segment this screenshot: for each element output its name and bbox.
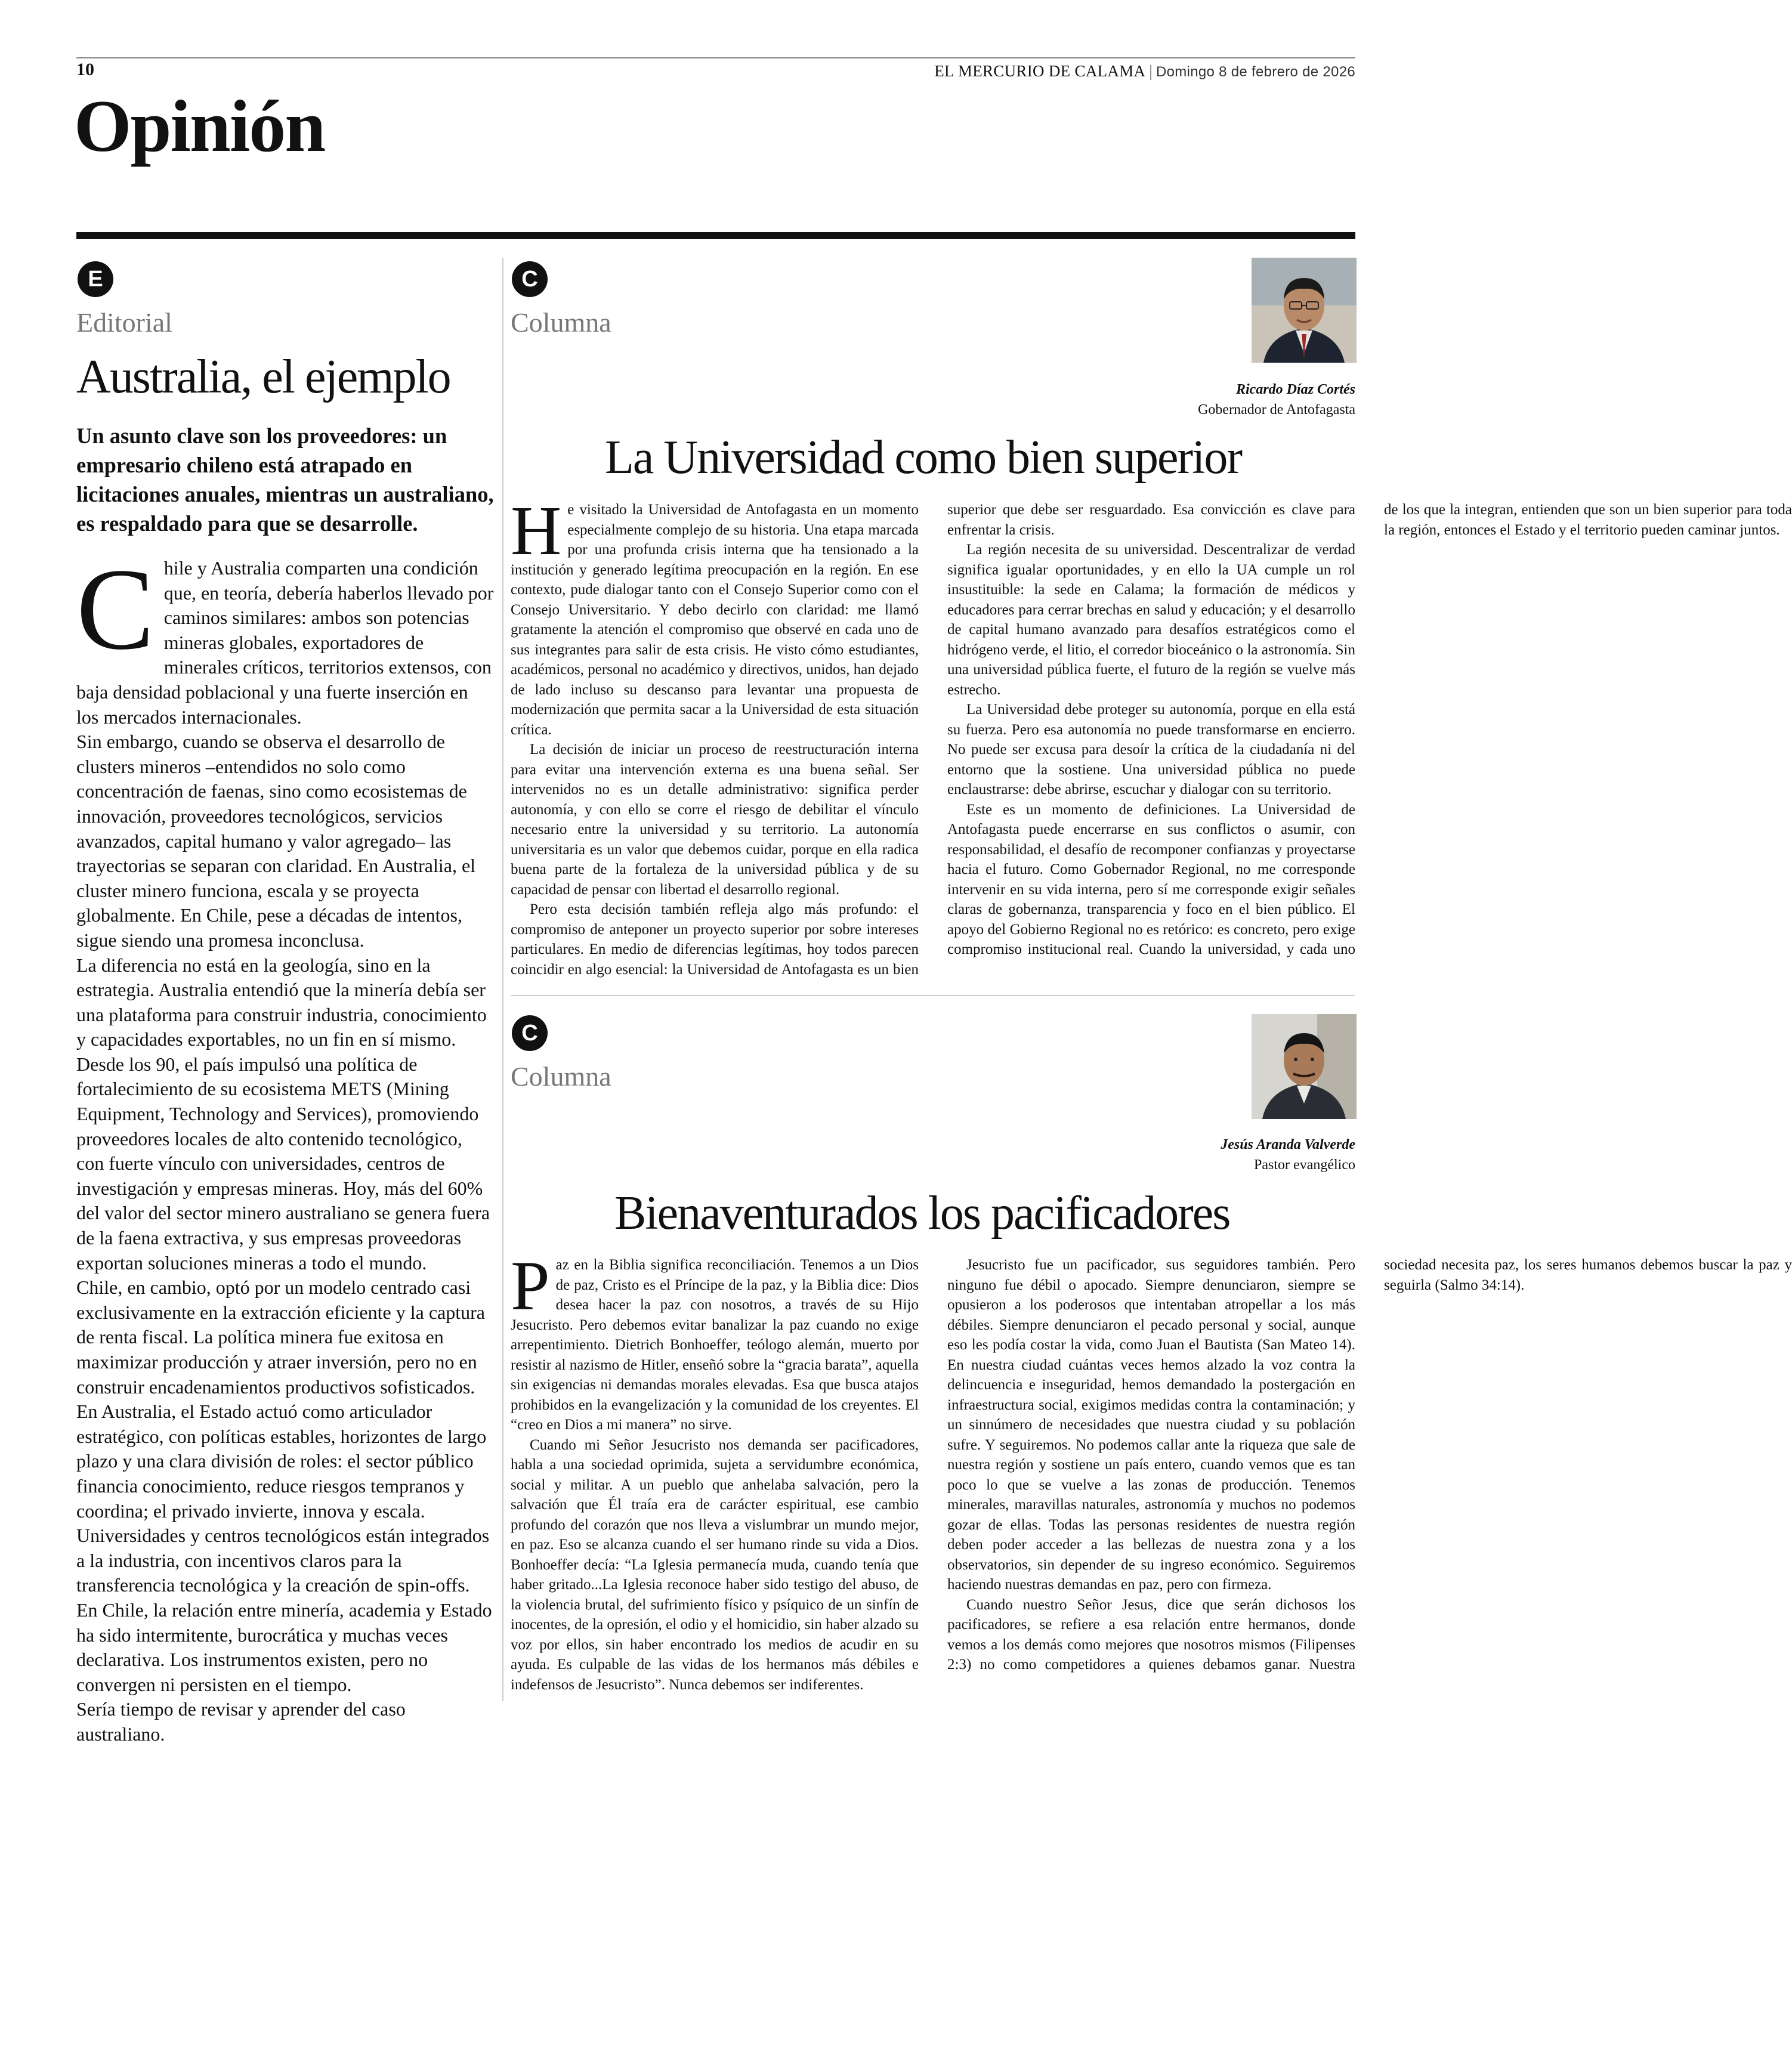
page-number: 10 — [76, 60, 94, 79]
editorial-paragraph: Chile, en cambio, optó por un modelo centrado casi exclusivamente en la extracción eficiente y la captura de renta fiscal. La política minera fue exitosa en maximizar producción y atraer inversión, pero no en construir encadenamientos productivos sofisticados. — [76, 1277, 485, 1398]
editorial-headline: Australia, el ejemplo — [76, 351, 450, 403]
column2-paragraph: Cuando nuestro Señor Jesus, dice que serán dichosos los pacificadores, se refiere a esa relación entre hermanos, donde vemos a los demás como mejores que nosotros mismos (Filipenses 2:3) no como competidores a quienes debamos ganar. Nuestra sociedad necesita paz, los seres humanos debemos buscar la paz y seguirla (Salmo 34:14). — [947, 1257, 1792, 1673]
column2-dropcap: P — [511, 1247, 550, 1325]
issue-date: Domingo 8 de febrero de 2026 — [1156, 64, 1355, 80]
column2-author-name: Jesús Aranda Valverde — [1221, 1137, 1355, 1152]
column2-badge: C — [512, 1015, 548, 1051]
column1-dropcap: H — [511, 492, 562, 570]
column2-kicker: Columna — [511, 1061, 611, 1092]
column2-author-photo — [1252, 1014, 1357, 1119]
column1-paragraph: Este es un momento de definiciones. La Universidad de Antofagasta puede encerrarse en sus conflictos o asumir, con responsabilidad, el desafío de recomponer confianzas y proyectarse hacia el futuro. Como Gobernador Regional, no me corresponde intervenir en su vida interna, pero sí me corresponde exigir señales claras de gobernanza, transparencia y foco en el bien público. El apoyo del Gobierno Regional no es retórico: es concreto, pero exige compromiso institucional real. Cuando la universidad, y cada uno de los que la integran, entienden que son un bien superior para toda la región, entonces el Estado y el territorio pueden caminar juntos. — [947, 502, 1792, 957]
newspaper-name: EL MERCURIO DE CALAMA — [934, 62, 1146, 80]
column1-paragraph: He visitado la Universidad de Antofagasta en un momento especialmente complejo de su historia. Una etapa marcada por una profunda crisis interna que ha tensionado a la institución y generado legítima preocupación en la región. En ese contexto, pude dialogar tanto con el Consejo Superior como con el Consejo Universitario. Y debo decirlo con claridad: me llamó gratamente la atención el compromiso que observé en cada uno de sus integrantes para salir de esta crisis. He visto cómo estudiantes, académicos, personal no académico y directivos, unidos, han dejado de lado incluso su descanso para levantar una propuesta de modernización que permita sacar a la Universidad de esta situación crítica. — [511, 492, 919, 738]
column1-paragraph: La Universidad debe proteger su autonomía, porque en ella está su fuerza. Pero esa autonomía no puede transformarse en encierro. No puede ser excusa para desoír la crítica de la ciudadanía ni del entorno que la sostiene. Una universidad pública no puede enclaustrarse: debe abrirse, escuchar y dialogar con su territorio. — [947, 701, 1355, 798]
editorial-kicker: Editorial — [76, 307, 172, 338]
column1-author-photo — [1252, 258, 1357, 363]
editorial-paragraph: Chile y Australia comparten una condición que, en teoría, debería haberlos llevado por caminos similares: ambos son potencias mineras globales, exportadores de minerales críticos, territorios extensos, con baja densidad poblacional y una fuerte inserción en los mercados internacionales. — [76, 545, 494, 728]
editorial-paragraph: La diferencia no está en la geología, sino en la estrategia. Australia entendió que la minería debía ser una plataforma para construir industria, conocimiento y capacidades exportables, no un fin en sí mismo. Desde los 90, el país impulsó una política de fortalecimiento de su ecosistema METS (Mining Equipment, Technology and Services), promoviendo proveedores locales de alto contenido tecnológico, con fuerte vínculo con universidades, centros de investigación y empresas mineras. Hoy, más del 60% del valor del sector minero australiano se genera fuera de la faena extractiva, y sus empresas proveedoras exportan soluciones mineras a todo el mundo. — [76, 954, 490, 1274]
editorial-badge: E — [78, 261, 113, 297]
portrait-icon — [1252, 1014, 1357, 1119]
column1-headline: La Universidad como bien superior — [605, 431, 1242, 484]
column1-author-role: Gobernador de Antofagasta — [1198, 402, 1355, 418]
masthead — [934, 62, 1355, 81]
editorial-body — [76, 545, 494, 1747]
column2-headline: Bienaventurados los pacificadores — [614, 1187, 1230, 1240]
editorial-deck: Un asunto clave son los proveedores: un empresario chileno está atrapado en licitaciones anuales, mientras un australiano, es respaldado para que se desarrolle. — [76, 424, 494, 536]
column1-paragraph: Pero esta decisión también refleja algo más profundo: el compromiso de anteponer un proyecto superior por sobre intereses particulares. En medio de diferencias legítimas, hoy todos parecen coincidir en algo esencial: la Universidad de Antofagasta es un bien superior que debe ser resguardado. Esa convicción es clave para enfrentar la crisis. — [511, 502, 1355, 978]
column1-kicker: Columna — [511, 307, 611, 338]
column2-author-role: Pastor evangélico — [1254, 1157, 1355, 1173]
portrait-icon — [1252, 258, 1357, 363]
column2-body — [511, 1247, 1792, 1696]
column1-body — [511, 492, 1792, 982]
column2-paragraph: Jesucristo fue un pacificador, sus seguidores también. Pero ninguno fue débil o apocado. Siempre denunciaron, siempre se opusieron a los poderosos que intentaban atropellar a los más débiles. Siempre denunciaron el pecado personal y social, aunque eso les podía costar la vida, como Juan el Bautista (San Mateo 14). En nuestra ciudad cuántas veces hemos alzado la voz contra la delincuencia e inseguridad, hemos demandado la postergación en infraestructura social, exigimos medidas contra la contaminación; y un sinnúmero de necesidades que nuestra ciudad y su población sufre. Y seguiremos. No podemos callar ante la riqueza que sale de nuestra región y sostiene un país entero, cuando vemos que es tan poco lo que se vuelve a las zonas de producción. Tenemos minerales, maravillas naturales, astronomía y muchos no podemos gozar de ellas. Todas las personas residentes de nuestra región deben poder acceder a las bellezas de nuestra zona y a los observatorios, sin depender de su ingreso económico. Seguiremos haciendo nuestras demandas en paz, pero con firmeza. — [947, 1257, 1355, 1593]
masthead-separator: | — [1149, 62, 1153, 80]
column-divider-horizontal — [511, 995, 1355, 996]
editorial-paragraph: Sin embargo, cuando se observa el desarrollo de clusters mineros –entendidos no solo como concentración de faenas, sino como ecosistemas de innovación, proveedores tecnológicos, servicios avanzados, capital humano y valor agregado– las trayectorias se separan con claridad. En Australia, el cluster minero funciona, escala y se proyecta globalmente. En Chile, pese a décadas de intentos, sigue siendo una promesa inconclusa. — [76, 731, 476, 951]
editorial-paragraph: Sería tiempo de revisar y aprender del caso australiano. — [76, 1698, 406, 1745]
column1-paragraph: La región necesita de su universidad. Descentralizar de verdad significa igualar oportunidades, y en ello la UA cumple un rol insustituible: la sede en Calama; la formación de médicos y educadores para cerrar brechas en salud y educación; y el desarrollo de capital humano avanzado para desafíos estratégicos como el hidrógeno verde, el litio, el corredor bioceánico o la astronomía. Sin una universidad pública fuerte, el futuro de la región se vuelve más estrecho. — [947, 542, 1355, 698]
section-title: Opinión — [74, 85, 325, 167]
section-rule — [76, 232, 1355, 239]
top-rule — [76, 57, 1355, 58]
column-divider-left — [502, 258, 503, 1701]
column2-paragraph: Paz en la Biblia significa reconciliación. Tenemos a un Dios de paz, Cristo es el Príncipe de la paz, y la Biblia dice: Dios desea hacer la paz con nosotros, a través de su Hijo Jesucristo. Pero debemos evitar banalizar la paz cuando no exige arrepentimiento. Dietrich Bonhoeffer, teólogo alemán, muerto por resistir al nazismo de Hitler, enseñó sobre la “gracia barata”, aquella sin exigencias ni demandas morales elevadas. Esa que busca atajos prohibidos en la evangelización y la comunidad de los creyentes. El “creo en Dios a mi manera” no sirve. — [511, 1247, 919, 1433]
editorial-dropcap: C — [76, 545, 155, 674]
column1-author-name: Ricardo Díaz Cortés — [1235, 382, 1355, 397]
column2-paragraph: Cuando mi Señor Jesucristo nos demanda ser pacificadores, habla a una sociedad oprimida, sujeta a servidumbre económica, social y militar. A un pueblo que anhelaba salvación, pero la salvación que Él traía era de carácter espiritual, ese cambio profundo del corazón que nos lleva a vislumbrar un mundo mejor, en paz. Eso se alcanza cuando el ser humano rinde su vida a Dios. Bonhoeffer decía: “La Iglesia permanecía muda, cuando tenía que haber gritado...La Iglesia reconoce haber sido testigo del abuso, de la violencia brutal, del sufrimiento físico y psíquico de un sinfín de inocentes, de la opresión, el odio y el homicidio, sin haber alzado su voz por ellos, sin haber encontrado los medios de acudir en su ayuda. Es culpable de las vidas de los hermanos más débiles e indefensos de Jesucristo”. Nunca debemos ser indiferentes. — [511, 1436, 919, 1693]
column1-badge: C — [512, 261, 548, 297]
editorial-paragraph: En Australia, el Estado actuó como articulador estratégico, con políticas estables, horizontes de largo plazo y una clara división de roles: el sector público financia conocimiento, reduce riesgos tempranos y coordina; el privado invierte, innova y escala. Universidades y centros tecnológicos están integrados a la industria, con incentivos claros para la transferencia tecnológica y la creación de spin-offs. En Chile, la relación entre minería, academia y Estado ha sido intermitente, burocrática y muchas veces declarativa. Los instrumentos existen, pero no convergen ni persisten en el tiempo. — [76, 1401, 492, 1695]
column1-paragraph: La decisión de iniciar un proceso de reestructuración interna para evitar una intervención externa es una buena señal. Ser intervenidos no es un detalle administrativo: significa perder autonomía, y con ello se corre el riesgo de debilitar el vínculo necesario entre la universidad y su territorio. La autonomía universitaria es un valor que debemos cuidar, porque en ella radica buena parte de la fortaleza de la universidad pública y de su capacidad de pensar con libertad el desarrollo regional. — [511, 741, 919, 898]
